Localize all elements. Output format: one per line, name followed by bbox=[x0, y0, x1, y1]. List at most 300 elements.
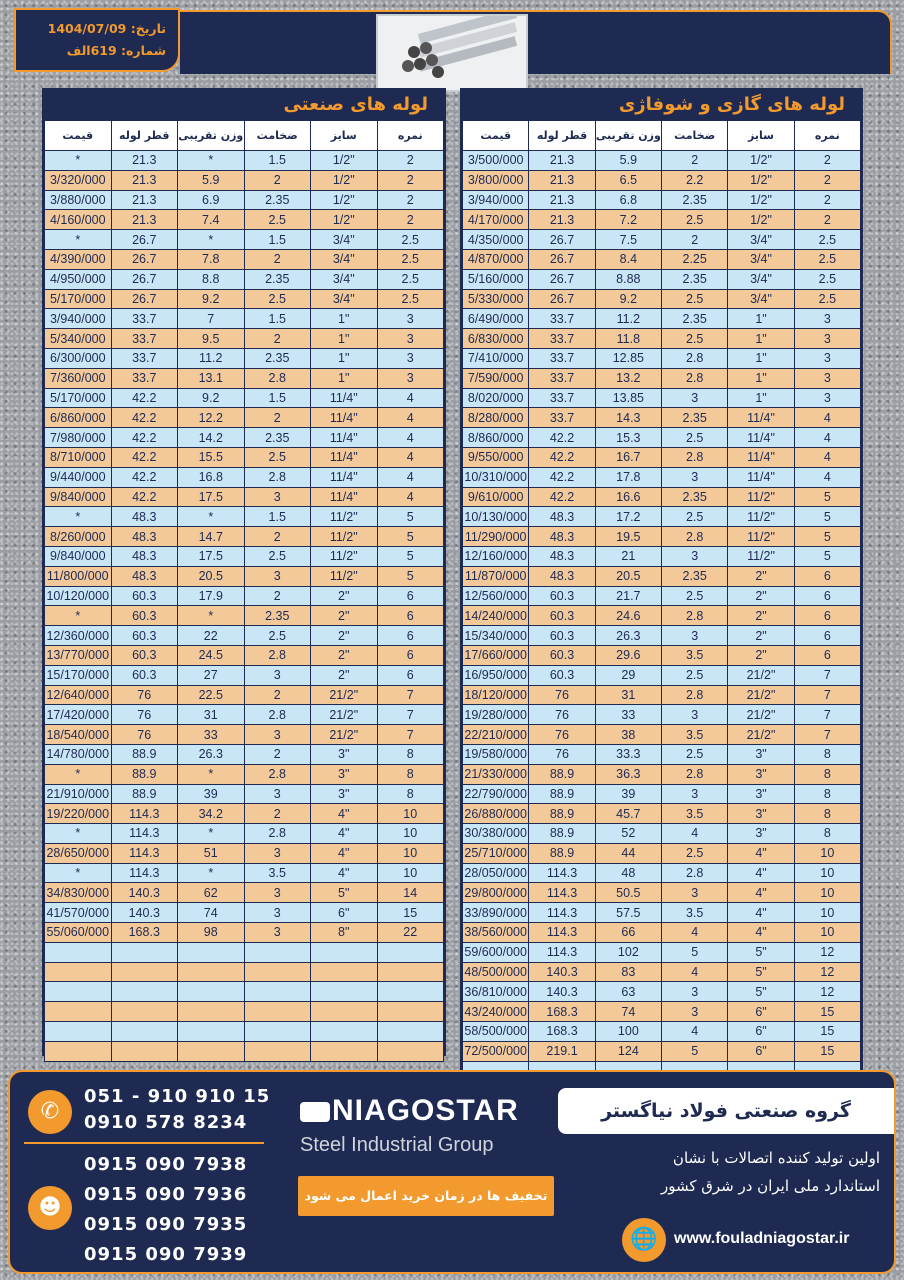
gas-header: وزن تقریبی bbox=[595, 121, 661, 151]
gas-cell: 140.3 bbox=[529, 982, 595, 1002]
table-row bbox=[463, 942, 861, 962]
industrial-cell bbox=[178, 962, 245, 982]
industrial-cell: 2.5 bbox=[377, 249, 444, 269]
industrial-cell bbox=[45, 1041, 112, 1061]
industrial-cell: 3" bbox=[311, 784, 378, 804]
industrial-cell: 1/2" bbox=[311, 151, 378, 171]
industrial-cell: 2.35 bbox=[244, 269, 311, 289]
gas-cell: 124 bbox=[595, 1041, 661, 1061]
industrial-cell: 6 bbox=[377, 665, 444, 685]
industrial-cell: 1.5 bbox=[244, 151, 311, 171]
gas-cell: 12/560/000 bbox=[463, 586, 529, 606]
gas-cell: 3" bbox=[728, 824, 794, 844]
gas-cell: 11/4" bbox=[728, 467, 794, 487]
table-row bbox=[45, 348, 444, 368]
industrial-cell: 26.3 bbox=[178, 744, 245, 764]
industrial-cell: 4/950/000 bbox=[45, 269, 112, 289]
gas-cell: 2 bbox=[794, 210, 860, 230]
industrial-cell: 60.3 bbox=[111, 606, 178, 626]
industrial-cell: 2.5 bbox=[244, 626, 311, 646]
gas-cell: 7 bbox=[794, 705, 860, 725]
table-row bbox=[45, 249, 444, 269]
divider bbox=[24, 1142, 264, 1144]
gas-cell: 140.3 bbox=[529, 962, 595, 982]
industrial-cell: 2 bbox=[377, 190, 444, 210]
industrial-cell: 1/2" bbox=[311, 210, 378, 230]
gas-cell: 2.8 bbox=[662, 863, 728, 883]
gas-cell: 3 bbox=[794, 348, 860, 368]
gas-cell: 76 bbox=[529, 685, 595, 705]
gas-cell: 26.3 bbox=[595, 626, 661, 646]
industrial-cell: 31 bbox=[178, 705, 245, 725]
gas-cell: 1" bbox=[728, 329, 794, 349]
table-row bbox=[45, 566, 444, 586]
industrial-cell bbox=[111, 1022, 178, 1042]
industrial-cell bbox=[244, 962, 311, 982]
industrial-cell: 55/060/000 bbox=[45, 923, 112, 943]
gas-cell: 11.8 bbox=[595, 329, 661, 349]
industrial-cell: 19/220/000 bbox=[45, 804, 112, 824]
discount-note: تخفیف ها در زمان خرید اعمال می شود bbox=[298, 1176, 554, 1216]
industrial-cell: 21.3 bbox=[111, 170, 178, 190]
gas-cell: 52 bbox=[595, 824, 661, 844]
industrial-cell: 6 bbox=[377, 586, 444, 606]
gas-cell: 16.7 bbox=[595, 447, 661, 467]
table-row bbox=[463, 170, 861, 190]
gas-heating-pipes-title: لوله های گازی و شوفاژی bbox=[618, 94, 845, 115]
gas-cell: 3 bbox=[794, 329, 860, 349]
gas-cell: 14/240/000 bbox=[463, 606, 529, 626]
industrial-cell: 6.9 bbox=[178, 190, 245, 210]
gas-cell: 19/280/000 bbox=[463, 705, 529, 725]
industrial-cell: 11/4" bbox=[311, 447, 378, 467]
gas-cell: 50.5 bbox=[595, 883, 661, 903]
industrial-header: قیمت bbox=[45, 121, 112, 151]
gas-cell: 76 bbox=[529, 705, 595, 725]
gas-cell: 88.9 bbox=[529, 824, 595, 844]
industrial-cell: 2.5 bbox=[377, 269, 444, 289]
industrial-cell: 5 bbox=[377, 507, 444, 527]
industrial-cell: 33.7 bbox=[111, 329, 178, 349]
gas-cell: 8.4 bbox=[595, 249, 661, 269]
industrial-cell: 2" bbox=[311, 586, 378, 606]
industrial-cell: 7.4 bbox=[178, 210, 245, 230]
industrial-header: قطر لوله bbox=[111, 121, 178, 151]
gas-cell: 9.2 bbox=[595, 289, 661, 309]
table-row bbox=[45, 1022, 444, 1042]
gas-cell: 2.5 bbox=[662, 586, 728, 606]
industrial-cell: 48.3 bbox=[111, 507, 178, 527]
phone-icon: ✆ bbox=[28, 1090, 72, 1134]
industrial-cell: 2" bbox=[311, 626, 378, 646]
gas-cell: 21.3 bbox=[529, 210, 595, 230]
gas-cell: 6 bbox=[794, 566, 860, 586]
gas-cell: 11.2 bbox=[595, 309, 661, 329]
gas-cell: 11/2" bbox=[728, 487, 794, 507]
gas-cell: 33.3 bbox=[595, 744, 661, 764]
table-row bbox=[463, 507, 861, 527]
gas-cell: 4" bbox=[728, 863, 794, 883]
table-row bbox=[45, 883, 444, 903]
industrial-cell: 74 bbox=[178, 903, 245, 923]
industrial-cell: 21/910/000 bbox=[45, 784, 112, 804]
gas-cell: 10 bbox=[794, 843, 860, 863]
table-row bbox=[45, 942, 444, 962]
gas-cell: 2.8 bbox=[662, 348, 728, 368]
gas-cell: 5" bbox=[728, 942, 794, 962]
industrial-cell bbox=[244, 942, 311, 962]
gas-cell: 16.6 bbox=[595, 487, 661, 507]
gas-cell: 2.35 bbox=[662, 309, 728, 329]
industrial-cell bbox=[377, 962, 444, 982]
gas-cell: 3.5 bbox=[662, 903, 728, 923]
industrial-cell: 7 bbox=[377, 725, 444, 745]
industrial-cell bbox=[178, 1002, 245, 1022]
gas-cell: 6" bbox=[728, 1041, 794, 1061]
table-row bbox=[463, 467, 861, 487]
gas-cell: 36.3 bbox=[595, 764, 661, 784]
gas-cell: 1/2" bbox=[728, 170, 794, 190]
industrial-cell: 2.35 bbox=[244, 190, 311, 210]
gas-cell: 2.8 bbox=[662, 764, 728, 784]
gas-cell: 66 bbox=[595, 923, 661, 943]
industrial-cell bbox=[45, 1022, 112, 1042]
industrial-cell: 76 bbox=[111, 705, 178, 725]
industrial-cell: 2 bbox=[244, 408, 311, 428]
industrial-cell: 12/640/000 bbox=[45, 685, 112, 705]
industrial-cell: 6" bbox=[311, 903, 378, 923]
industrial-cell: 3" bbox=[311, 764, 378, 784]
gas-cell: 4/870/000 bbox=[463, 249, 529, 269]
gas-cell: 33.7 bbox=[529, 408, 595, 428]
gas-cell: 7.2 bbox=[595, 210, 661, 230]
brand-subtitle: Steel Industrial Group bbox=[300, 1134, 494, 1156]
gas-cell: 3.5 bbox=[662, 645, 728, 665]
gas-cell: 4" bbox=[728, 883, 794, 903]
table-row bbox=[463, 665, 861, 685]
industrial-cell bbox=[45, 1002, 112, 1022]
gas-cell: 39 bbox=[595, 784, 661, 804]
gas-cell: 11/4" bbox=[728, 428, 794, 448]
group-title: گروه صنعتی فولاد نیاگستر bbox=[558, 1088, 894, 1134]
gas-cell: 15 bbox=[794, 1041, 860, 1061]
industrial-cell: 5 bbox=[377, 546, 444, 566]
table-row bbox=[463, 626, 861, 646]
gas-cell: 2.5 bbox=[662, 289, 728, 309]
gas-cell: 21/2" bbox=[728, 705, 794, 725]
gas-cell: 8.88 bbox=[595, 269, 661, 289]
gas-cell: 5 bbox=[662, 942, 728, 962]
gas-cell: 88.9 bbox=[529, 784, 595, 804]
mobile-phone-4[interactable]: 0915 090 7939 bbox=[84, 1244, 248, 1265]
gas-cell: 2.8 bbox=[662, 368, 728, 388]
table-row bbox=[45, 447, 444, 467]
office-phone-1[interactable]: 051 - 910 910 15 bbox=[84, 1086, 271, 1107]
mobile-phones bbox=[84, 1150, 247, 1270]
gas-cell: 2.5 bbox=[662, 507, 728, 527]
industrial-cell: 4 bbox=[377, 447, 444, 467]
industrial-cell: * bbox=[178, 764, 245, 784]
industrial-cell: 114.3 bbox=[111, 824, 178, 844]
industrial-cell: 11/2" bbox=[311, 527, 378, 547]
gas-cell: 48.3 bbox=[529, 527, 595, 547]
industrial-cell: 8 bbox=[377, 744, 444, 764]
table-row bbox=[45, 230, 444, 250]
industrial-cell: 15 bbox=[377, 903, 444, 923]
industrial-cell: 7/360/000 bbox=[45, 368, 112, 388]
gas-cell: 2 bbox=[662, 151, 728, 171]
table-row bbox=[463, 685, 861, 705]
industrial-cell: 2 bbox=[377, 151, 444, 171]
gas-cell: 2.35 bbox=[662, 487, 728, 507]
industrial-cell: 3/880/000 bbox=[45, 190, 112, 210]
industrial-cell: 16.8 bbox=[178, 467, 245, 487]
industrial-cell: 7 bbox=[178, 309, 245, 329]
table-row bbox=[463, 487, 861, 507]
industrial-cell: 6/300/000 bbox=[45, 348, 112, 368]
gas-cell: 33/890/000 bbox=[463, 903, 529, 923]
industrial-cell: 39 bbox=[178, 784, 245, 804]
gas-cell: 2.8 bbox=[662, 606, 728, 626]
table-row bbox=[45, 804, 444, 824]
gas-cell: 30/380/000 bbox=[463, 824, 529, 844]
industrial-cell: 3 bbox=[377, 348, 444, 368]
gas-cell: 60.3 bbox=[529, 645, 595, 665]
gas-cell: 60.3 bbox=[529, 665, 595, 685]
industrial-cell bbox=[244, 1041, 311, 1061]
gas-cell: 4/350/000 bbox=[463, 230, 529, 250]
gas-cell: 3.5 bbox=[662, 725, 728, 745]
number-line: شماره: 619الف bbox=[66, 43, 166, 58]
gas-cell: 43/240/000 bbox=[463, 1002, 529, 1022]
gas-cell: 3/4" bbox=[728, 249, 794, 269]
industrial-cell bbox=[244, 1022, 311, 1042]
industrial-cell: 11/2" bbox=[311, 546, 378, 566]
industrial-cell: 2 bbox=[244, 170, 311, 190]
gas-cell: 3 bbox=[662, 546, 728, 566]
gas-cell: 17.2 bbox=[595, 507, 661, 527]
gas-cell: 2.8 bbox=[662, 527, 728, 547]
gas-cell: 2.5 bbox=[794, 289, 860, 309]
gas-cell: 2" bbox=[728, 645, 794, 665]
gas-cell: 5 bbox=[794, 527, 860, 547]
industrial-cell: 2 bbox=[244, 744, 311, 764]
industrial-cell: 10 bbox=[377, 824, 444, 844]
industrial-cell: 4" bbox=[311, 863, 378, 883]
table-row bbox=[463, 863, 861, 883]
gas-header: قطر لوله bbox=[529, 121, 595, 151]
industrial-cell: 2.8 bbox=[244, 705, 311, 725]
industrial-cell: 11/4" bbox=[311, 408, 378, 428]
industrial-cell: 26.7 bbox=[111, 269, 178, 289]
gas-cell: 2.5 bbox=[794, 249, 860, 269]
industrial-pipes-title: لوله های صنعتی bbox=[283, 94, 428, 115]
gas-cell: 18/120/000 bbox=[463, 685, 529, 705]
industrial-cell: 60.3 bbox=[111, 665, 178, 685]
gas-cell: 42.2 bbox=[529, 467, 595, 487]
industrial-cell bbox=[45, 962, 112, 982]
gas-cell: 11/290/000 bbox=[463, 527, 529, 547]
industrial-cell: 15.5 bbox=[178, 447, 245, 467]
table-row bbox=[463, 586, 861, 606]
table-row bbox=[463, 962, 861, 982]
table-row bbox=[463, 804, 861, 824]
industrial-cell: 5.9 bbox=[178, 170, 245, 190]
table-row bbox=[463, 725, 861, 745]
table-row bbox=[45, 705, 444, 725]
website-link[interactable]: www.fouladniagostar.ir bbox=[674, 1230, 850, 1247]
industrial-cell: 26.7 bbox=[111, 249, 178, 269]
table-row bbox=[463, 923, 861, 943]
industrial-pipes-table bbox=[44, 120, 444, 1062]
industrial-cell: 26.7 bbox=[111, 230, 178, 250]
table-row bbox=[45, 725, 444, 745]
footer-panel bbox=[8, 1070, 896, 1274]
gas-cell: 21/2" bbox=[728, 665, 794, 685]
industrial-cell: 5/170/000 bbox=[45, 388, 112, 408]
industrial-cell: 17/420/000 bbox=[45, 705, 112, 725]
table-row bbox=[45, 923, 444, 943]
industrial-cell bbox=[311, 942, 378, 962]
industrial-cell: 33 bbox=[178, 725, 245, 745]
gas-header: سایز bbox=[728, 121, 794, 151]
industrial-cell: 114.3 bbox=[111, 863, 178, 883]
industrial-cell: 3 bbox=[244, 923, 311, 943]
industrial-cell bbox=[178, 1022, 245, 1042]
gas-cell: 4" bbox=[728, 903, 794, 923]
industrial-cell: 4 bbox=[377, 487, 444, 507]
industrial-cell: 3/4" bbox=[311, 249, 378, 269]
table-row bbox=[463, 1041, 861, 1061]
gas-cell: 4 bbox=[662, 923, 728, 943]
gas-cell: 8 bbox=[794, 764, 860, 784]
gas-cell: 26.7 bbox=[529, 289, 595, 309]
table-row bbox=[45, 824, 444, 844]
gas-cell: 33.7 bbox=[529, 388, 595, 408]
industrial-cell: 1.5 bbox=[244, 230, 311, 250]
mobile-phone-2[interactable]: 0915 090 7936 bbox=[84, 1184, 248, 1205]
industrial-cell: 12.2 bbox=[178, 408, 245, 428]
industrial-cell: 2" bbox=[311, 606, 378, 626]
gas-cell: 2.35 bbox=[662, 408, 728, 428]
industrial-cell: 21/2" bbox=[311, 685, 378, 705]
gas-cell: 4" bbox=[728, 923, 794, 943]
industrial-cell: 8 bbox=[377, 764, 444, 784]
gas-cell: 3.5 bbox=[662, 804, 728, 824]
gas-cell: 3/4" bbox=[728, 269, 794, 289]
gas-cell: 11/870/000 bbox=[463, 566, 529, 586]
gas-cell: 4 bbox=[794, 428, 860, 448]
table-row bbox=[45, 863, 444, 883]
mobile-phone-3[interactable]: 0915 090 7935 bbox=[84, 1214, 248, 1235]
industrial-cell: 2.8 bbox=[244, 645, 311, 665]
industrial-cell: 17.5 bbox=[178, 487, 245, 507]
industrial-cell: 42.2 bbox=[111, 408, 178, 428]
gas-cell: 1" bbox=[728, 348, 794, 368]
industrial-cell: 1" bbox=[311, 368, 378, 388]
gas-cell: 15 bbox=[794, 1002, 860, 1022]
gas-cell: 2 bbox=[662, 230, 728, 250]
industrial-cell bbox=[111, 1041, 178, 1061]
gas-cell: 12 bbox=[794, 962, 860, 982]
industrial-cell: 1/2" bbox=[311, 170, 378, 190]
mobile-phone-1[interactable]: 0915 090 7938 bbox=[84, 1154, 248, 1175]
industrial-cell: 1" bbox=[311, 329, 378, 349]
gas-cell: 114.3 bbox=[529, 903, 595, 923]
industrial-cell: 42.2 bbox=[111, 467, 178, 487]
industrial-cell bbox=[377, 942, 444, 962]
gas-cell: 2.35 bbox=[662, 190, 728, 210]
gas-cell: 8/860/000 bbox=[463, 428, 529, 448]
industrial-cell: 60.3 bbox=[111, 586, 178, 606]
gas-cell: 21.3 bbox=[529, 170, 595, 190]
gas-cell: 33 bbox=[595, 705, 661, 725]
gas-cell: 72/500/000 bbox=[463, 1041, 529, 1061]
gas-cell: 22/790/000 bbox=[463, 784, 529, 804]
industrial-cell: 2.5 bbox=[244, 447, 311, 467]
gas-cell: 21.3 bbox=[529, 151, 595, 171]
table-row bbox=[463, 645, 861, 665]
table-row bbox=[45, 170, 444, 190]
table-row bbox=[45, 527, 444, 547]
gas-cell: 10/130/000 bbox=[463, 507, 529, 527]
gas-cell: 33.7 bbox=[529, 368, 595, 388]
gas-cell: 16/950/000 bbox=[463, 665, 529, 685]
gas-cell: 60.3 bbox=[529, 626, 595, 646]
industrial-header: سایز bbox=[311, 121, 378, 151]
industrial-cell: 2.5 bbox=[244, 210, 311, 230]
industrial-cell: 3/320/000 bbox=[45, 170, 112, 190]
industrial-cell bbox=[45, 942, 112, 962]
gas-cell: 7.5 bbox=[595, 230, 661, 250]
gas-cell: 38 bbox=[595, 725, 661, 745]
gas-cell: 12 bbox=[794, 942, 860, 962]
industrial-cell: 21.3 bbox=[111, 210, 178, 230]
table-row bbox=[45, 210, 444, 230]
industrial-cell bbox=[111, 942, 178, 962]
gas-cell: 3 bbox=[794, 388, 860, 408]
gas-header: قیمت bbox=[463, 121, 529, 151]
gas-cell: 33.7 bbox=[529, 329, 595, 349]
gas-cell: 22/210/000 bbox=[463, 725, 529, 745]
industrial-cell: 60.3 bbox=[111, 626, 178, 646]
gas-cell: 3/940/000 bbox=[463, 190, 529, 210]
industrial-cell: 3 bbox=[244, 725, 311, 745]
office-phone-2[interactable]: 0910 578 8234 bbox=[84, 1112, 248, 1133]
gas-cell: 59/600/000 bbox=[463, 942, 529, 962]
industrial-cell: 20.5 bbox=[178, 566, 245, 586]
industrial-cell: * bbox=[178, 863, 245, 883]
gas-cell: 3 bbox=[662, 467, 728, 487]
industrial-cell: 8.8 bbox=[178, 269, 245, 289]
gas-cell: 44 bbox=[595, 843, 661, 863]
gas-cell: 76 bbox=[529, 744, 595, 764]
industrial-cell bbox=[377, 982, 444, 1002]
industrial-cell: 3/4" bbox=[311, 289, 378, 309]
gas-header: ضخامت bbox=[662, 121, 728, 151]
industrial-cell bbox=[244, 1002, 311, 1022]
date-line: تاریخ: 1404/07/09 bbox=[47, 21, 166, 36]
industrial-cell: 4" bbox=[311, 843, 378, 863]
industrial-cell: * bbox=[45, 230, 112, 250]
industrial-cell: 22.5 bbox=[178, 685, 245, 705]
gas-cell: 3" bbox=[728, 804, 794, 824]
gas-cell: 8/280/000 bbox=[463, 408, 529, 428]
industrial-cell: 34.2 bbox=[178, 804, 245, 824]
gas-cell: 38/560/000 bbox=[463, 923, 529, 943]
industrial-cell: 3 bbox=[244, 883, 311, 903]
gas-cell: 4 bbox=[794, 447, 860, 467]
